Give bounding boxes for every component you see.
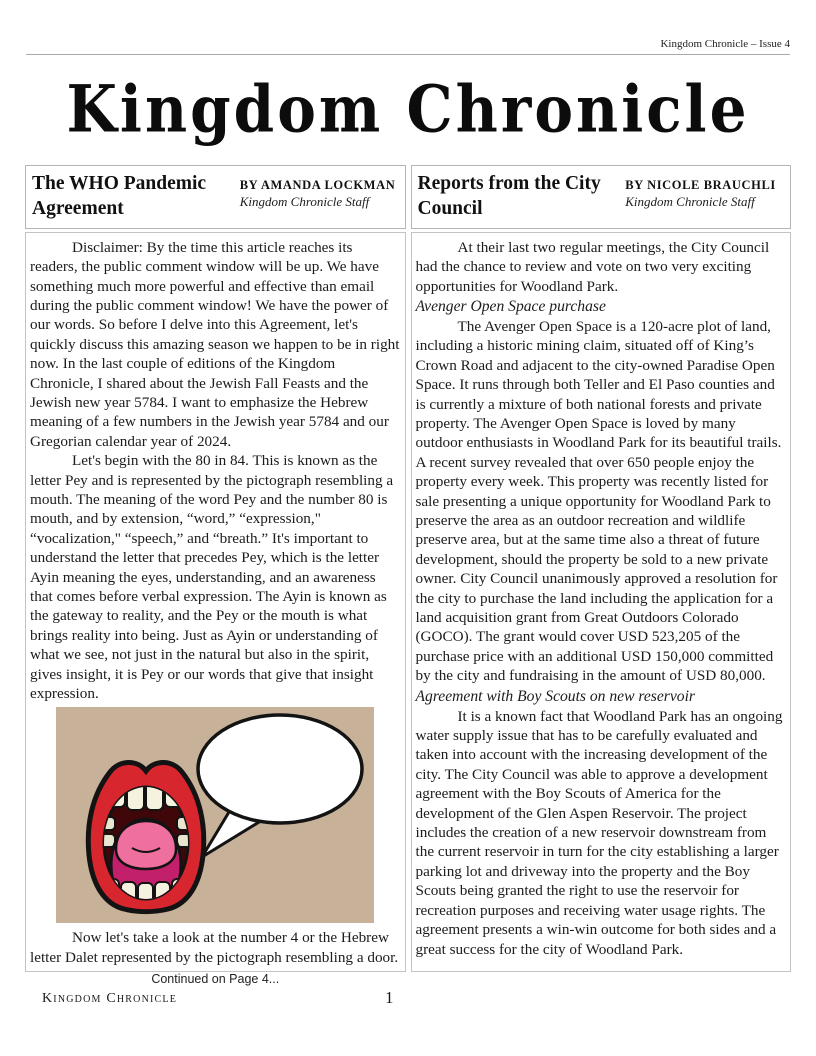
footer-page-number: 1 bbox=[385, 988, 394, 1007]
left-article-paragraph: Now let's take a look at the number 4 or the Hebrew letter Dalet represented by the pictograph resembling a door. bbox=[30, 929, 399, 966]
right-article bbox=[411, 165, 792, 972]
tongue bbox=[116, 821, 176, 869]
right-article-body bbox=[411, 232, 792, 972]
mouth-and-speech-bubble-graphic bbox=[56, 707, 374, 923]
article-columns bbox=[25, 165, 791, 987]
section-heading: Avenger Open Space purchase bbox=[415, 297, 606, 315]
right-article-byline-role: Kingdom Chronicle Staff bbox=[625, 194, 755, 209]
left-article-byline-block bbox=[240, 171, 397, 222]
left-article-paragraph: Disclaimer: By the time this article reaches its readers, the public comment window will be up. We have something much more powerful and effective than email during the public comment window! We have the power of our words. So before I delve into this Agreement, let's quickly discuss this amazing season we happen to be in right now. In the last couple of editions of the Kingdom Chronicle, I shared about the Jewish Fall Feasts and the Jewish new year 5784. I want to emphasize the Hebrew meaning of a few numbers in the Jewish year 5784 and our Gregorian calendar year of 2024. bbox=[30, 238, 400, 450]
right-article-title: Reports from the City Council bbox=[417, 173, 601, 220]
masthead-title: Kingdom Chronicle bbox=[66, 71, 750, 148]
continued-note: Continued on Page 4... bbox=[151, 972, 280, 987]
right-article-header bbox=[411, 165, 792, 229]
footer-publication: Kingdom Chronicle bbox=[42, 991, 178, 1006]
left-article-paragraph: Let's begin with the 80 in 84. This is known as the letter Pey and is represented by the pictograph resembling a mouth. The meaning of the word Pey and the number 80 is mouth, and by extension, “word,” “expression," “vocalization," “speech,” and “breath.” It's important to understand the letter that precedes Pey, which is the letter Ayin meaning the eyes, understanding, and an awareness that comes before verbal expression. The Ayin is known as the gateway to reality, and the Pey or the mouth is what brings reality into being. Just as Ayin or understanding of what we see, not just in the natural but also in the spirit, gives insight, it is Pey or our words that give that insight expression. bbox=[30, 452, 394, 703]
left-article-body bbox=[25, 232, 406, 987]
right-article-intro: At their last two regular meetings, the City Council had the chance to review and vote on two very exciting opportunities for Woodland Park. bbox=[415, 238, 770, 295]
right-article-byline: BY NICOLE BRAUCHLI bbox=[625, 178, 776, 192]
left-article-title: The WHO Pandemic Agreement bbox=[32, 173, 207, 220]
mouth-illustration bbox=[56, 707, 374, 923]
left-article-byline-role: Kingdom Chronicle Staff bbox=[239, 194, 370, 209]
issue-line: Kingdom Chronicle – Issue 4 bbox=[26, 0, 790, 55]
right-article-paragraph: It is a known fact that Woodland Park has an ongoing water supply issue that has to be carefully evaluated and taken into account with the increasing development of the city. The City Council was able to approve a development agreement with the Boy Scouts of America for the development of the Glen Aspen Reservoir. The project includes the creation of a new reservoir downstream from the current reservoir in turn for the city establishing a larger parking lot and driveway into the property and the Boy Scouts being granted the right to use the reservoir for recreation purposes and receiving water usage rights. The agreement presents a win-win outcome for both sides and a great success for the city of Woodland Park. bbox=[415, 707, 783, 958]
right-article-paragraph: The Avenger Open Space is a 120-acre plot of land, including a historic mining claim, situated off of King’s Crown Road and adjacent to the city-owned Paradise Open Space. It runs through both Teller and El Paso counties and is currently a mixture of both national forests and private property. The Avenger Open Space is loved by many outdoor enthusiasts in Woodland Park for its beautiful trails. A recent survey revealed that over 650 people enjoy the property every week. This property was recently listed for sale presenting a unique opportunity for Woodland Park to preserve the area as an outdoor recreation and wildlife preserve area, but at the same time also a threat of future development, should the property be sold to a new private owner. City Council unanimously approved a resolution for the city to purchase the land including the application for a land acquisition grant from Great Outdoors Colorado (GOCO). The grant would cover USD 523,205 of the purchase price with an additional USD 150,000 committed by the city and fundraising in the amount of USD 80,000. bbox=[415, 317, 782, 685]
speech-bubble bbox=[198, 715, 362, 823]
right-article-byline-block bbox=[625, 171, 782, 222]
left-article bbox=[25, 165, 406, 987]
section-heading: Agreement with Boy Scouts on new reservoir bbox=[415, 687, 695, 705]
left-article-header bbox=[25, 165, 406, 229]
left-article-byline: BY AMANDA LOCKMAN bbox=[239, 178, 396, 192]
